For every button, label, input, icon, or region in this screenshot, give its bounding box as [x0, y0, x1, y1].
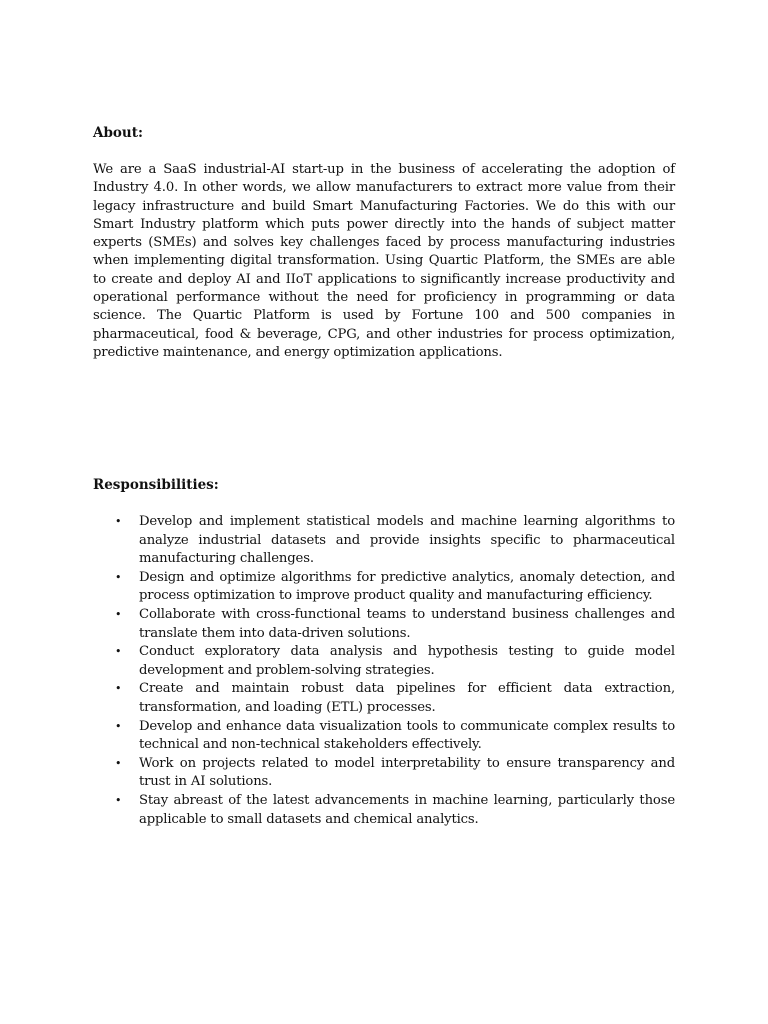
- responsibilities-list: [93, 513, 675, 829]
- bullet-icon: •: [115, 719, 122, 733]
- bullet-icon: •: [115, 515, 122, 528]
- responsibilities-heading: Responsibilities:: [93, 477, 219, 493]
- list-item: [93, 643, 675, 680]
- list-item: [93, 513, 675, 569]
- list-item-text: Design and optimize algorithms for predictive analytics, anomaly detection, and process optimization to improve product quality and manufacturing efficiency.: [139, 569, 675, 604]
- bullet-icon: •: [115, 607, 122, 621]
- bullet-icon: •: [115, 793, 122, 807]
- list-item: [93, 680, 675, 717]
- list-item: [93, 792, 675, 829]
- bullet-icon: •: [115, 756, 122, 770]
- bullet-icon: •: [115, 645, 122, 659]
- list-item-text: Create and maintain robust data pipelines for efficient data extraction, transformation, and loading (ETL) processes.: [139, 681, 675, 715]
- list-item: [93, 569, 675, 606]
- list-item-text: Work on projects related to model interpretability to ensure transparency and trust in AI solutions.: [139, 755, 675, 790]
- list-item-text: Conduct exploratory data analysis and hypothesis testing to guide model development and problem-solving strategies.: [139, 644, 675, 678]
- list-item: [93, 755, 675, 792]
- about-heading: About:: [93, 125, 143, 141]
- bullet-icon: •: [115, 570, 122, 584]
- list-item-text: Stay abreast of the latest advancements in machine learning, particularly those applicable to small datasets and chemical analytics.: [139, 792, 675, 827]
- list-item: [93, 718, 675, 755]
- list-item: [93, 606, 675, 643]
- list-item-text: Collaborate with cross-functional teams to understand business challenges and translate them into data-driven solutions.: [139, 606, 675, 641]
- list-item-text: Develop and enhance data visualization tools to communicate complex results to technical and non-technical stakeholders effectively.: [139, 718, 675, 753]
- bullet-icon: •: [115, 682, 122, 696]
- about-paragraph: We are a SaaS industrial-AI start-up in the business of accelerating the adoption of Industry 4.0. In other words, we allow manufacturers to extract more value from their legacy infrastructure and build Smart Manufacturing Factories. We do this with our Smart Industry platform which puts power directly into the hands of subject matter experts (SMEs) and solves key challenges faced by process manufacturing industries when implementing digital transformation. Using Quartic Platform, the SMEs are able to create and deploy AI and IIoT applications to significantly increase productivity and operational performance without the need for proficiency in programming or data science. The Quartic Platform is used by Fortune 100 and 500 companies in pharmaceutical, food & beverage, CPG, and other industries for process optimization, predictive maintenance, and energy optimization applications.: [93, 162, 675, 360]
- list-item-text: Develop and implement statistical models and machine learning algorithms to analyze industrial datasets and provide insights specific to pharmaceutical manufacturing challenges.: [139, 514, 675, 567]
